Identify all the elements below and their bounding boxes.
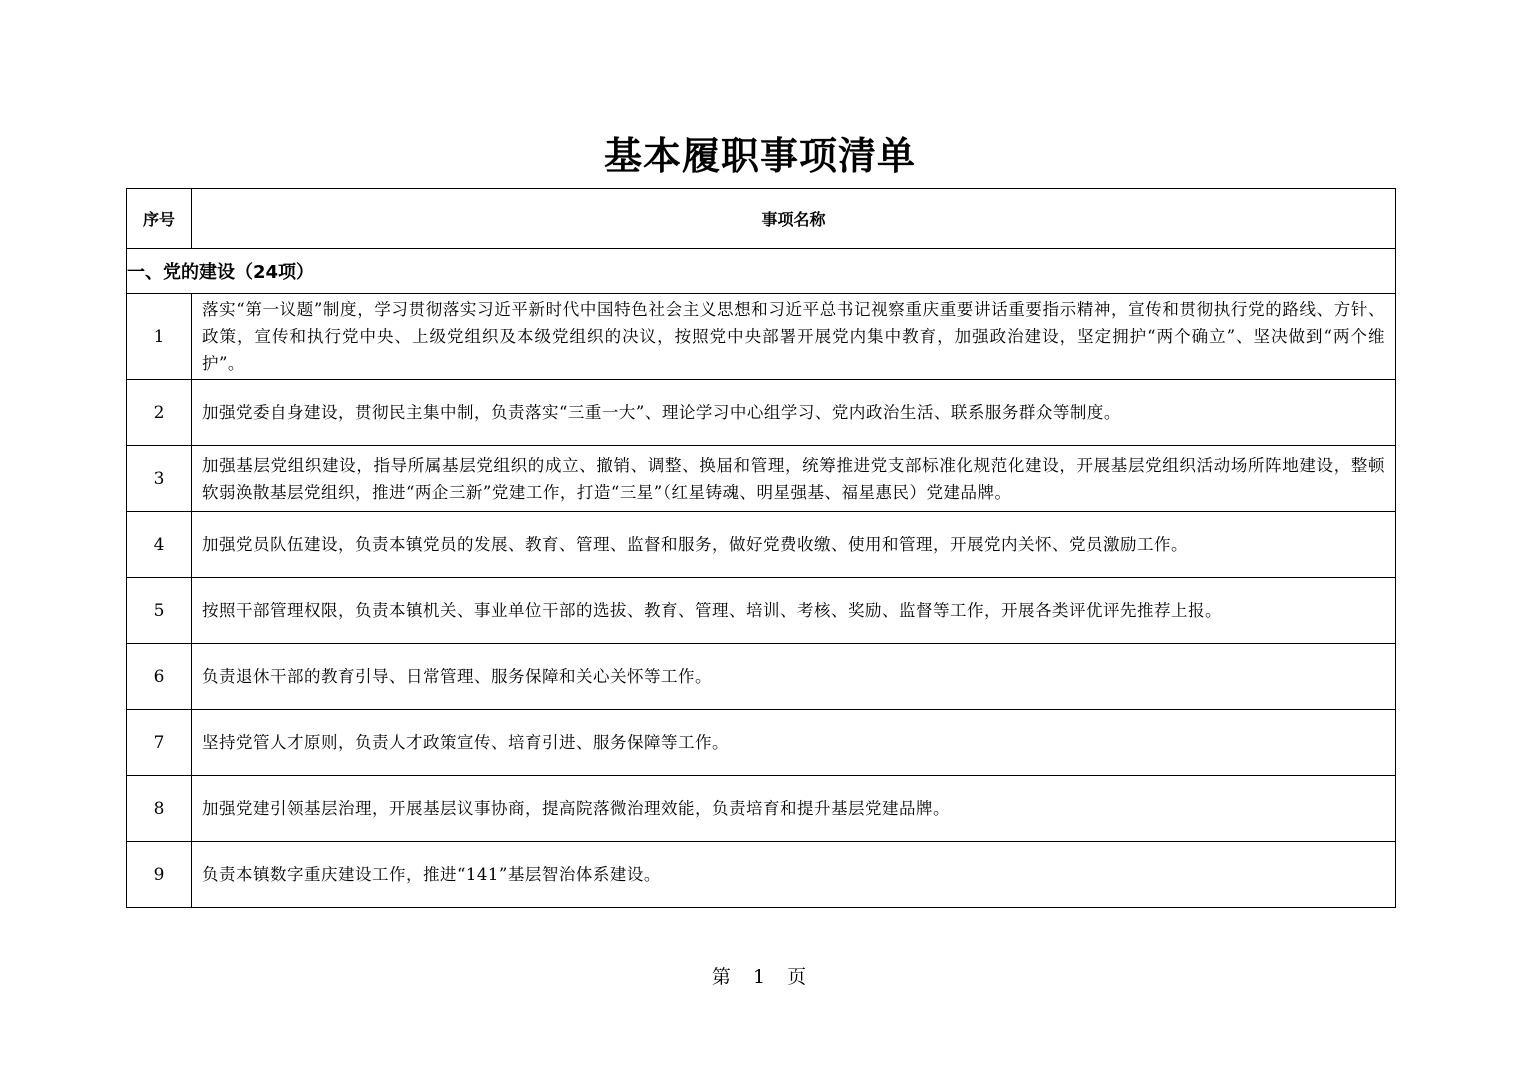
row-item-text: 加强党委自身建设，贯彻民主集中制，负责落实“三重一大”、理论学习中心组学习、党内政治生活、联系服务群众等制度。 [192,380,1396,446]
row-item-text: 加强基层党组织建设，指导所属基层党组织的成立、撤销、调整、换届和管理，统筹推进党支部标准化规范化建设，开展基层党组织活动场所阵地建设，整顿软弱涣散基层党组织，推进“两企三新”党建工作，打造“三星”（红星铸魂、明星强基、福星惠民）党建品牌。 [192,446,1396,512]
table-row [127,512,1396,578]
row-number: 4 [127,512,192,578]
table-header-row [127,189,1396,249]
table-row [127,294,1396,380]
table-row [127,644,1396,710]
table-row [127,710,1396,776]
page-footer [0,962,1520,989]
row-number: 1 [127,294,192,380]
table-row [127,842,1396,908]
row-number: 9 [127,842,192,908]
row-item-text: 坚持党管人才原则，负责人才政策宣传、培育引进、服务保障等工作。 [192,710,1396,776]
column-header-number: 序号 [127,189,192,249]
row-number: 6 [127,644,192,710]
row-number: 8 [127,776,192,842]
column-header-name: 事项名称 [192,189,1396,249]
row-item-text: 落实“第一议题”制度，学习贯彻落实习近平新时代中国特色社会主义思想和习近平总书记视察重庆重要讲话重要指示精神，宣传和贯彻执行党的路线、方针、政策，宣传和执行党中央、上级党组织及本级党组织的决议，按照党中央部署开展党内集中教育，加强政治建设，坚定拥护“两个确立”、坚决做到“两个维护”。 [192,294,1396,380]
page-number: 1 [752,966,768,988]
page-footer-prefix: 第 [711,966,733,988]
row-item-text: 负责退休干部的教育引导、日常管理、服务保障和关心关怀等工作。 [192,644,1396,710]
page-footer-suffix: 页 [787,966,809,988]
document-title: 基本履职事项清单 [603,133,916,178]
section-row [127,249,1396,294]
row-item-text: 按照干部管理权限，负责本镇机关、事业单位干部的选拔、教育、管理、培训、考核、奖励、监督等工作，开展各类评优评先推荐上报。 [192,578,1396,644]
table-row [127,776,1396,842]
row-item-text: 加强党员队伍建设，负责本镇党员的发展、教育、管理、监督和服务，做好党费收缴、使用和管理，开展党内关怀、党员激励工作。 [192,512,1396,578]
row-number: 7 [127,710,192,776]
row-item-text: 负责本镇数字重庆建设工作，推进“141”基层智治体系建设。 [192,842,1396,908]
row-number: 2 [127,380,192,446]
row-number: 3 [127,446,192,512]
section-label: 一、党的建设（24项） [127,249,1396,294]
items-table [126,188,1396,908]
table-row [127,380,1396,446]
row-number: 5 [127,578,192,644]
table-row [127,446,1396,512]
row-item-text: 加强党建引领基层治理，开展基层议事协商，提高院落微治理效能，负责培育和提升基层党建品牌。 [192,776,1396,842]
table-row [127,578,1396,644]
